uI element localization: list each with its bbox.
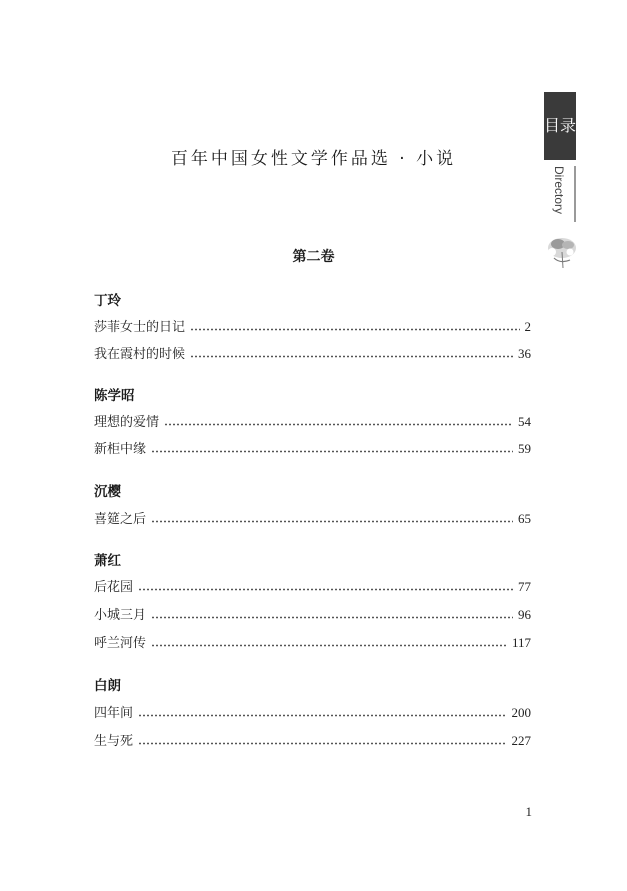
book-title: 百年中国女性文学作品选 · 小说 [170, 149, 457, 169]
toc-entry[interactable] [94, 604, 531, 624]
toc-entry-page: 117 [511, 635, 531, 650]
author-heading: 丁玲 [94, 293, 121, 309]
leader-dots [190, 348, 513, 358]
author-heading: 陈学昭 [94, 388, 135, 404]
toc-entry-page: 36 [518, 346, 531, 361]
toc-entry-page: 2 [524, 319, 531, 334]
toc-entry-title: 呼兰河传 [94, 636, 147, 651]
toc-entry[interactable] [94, 411, 531, 431]
leader-dots [151, 637, 507, 647]
leader-dots [190, 321, 519, 331]
toc-entry-title: 四年间 [94, 706, 134, 721]
toc-entry[interactable] [94, 508, 531, 528]
directory-english-label: Directory [544, 166, 576, 222]
toc-entry[interactable] [94, 702, 531, 722]
toc-entry[interactable] [94, 343, 531, 363]
toc-entry-title: 新柜中缘 [94, 442, 147, 457]
toc-entry-title: 莎菲女士的日记 [94, 320, 186, 335]
toc-entry-title: 生与死 [94, 734, 134, 749]
leader-dots [164, 416, 513, 426]
toc-entry[interactable] [94, 316, 531, 336]
leader-dots [138, 735, 506, 745]
toc-entry-page: 77 [518, 579, 531, 594]
toc-entry-page: 96 [518, 607, 531, 622]
toc-entry-page: 59 [518, 441, 531, 456]
author-heading: 白朗 [94, 678, 121, 694]
author-heading: 沉樱 [94, 484, 121, 500]
toc-entry-title: 喜筵之后 [94, 512, 147, 527]
leader-dots [138, 707, 506, 717]
page-number: 1 [525, 804, 532, 819]
toc-entry-page: 200 [511, 705, 531, 720]
toc-entry[interactable] [94, 632, 531, 652]
toc-entry-page: 65 [518, 511, 531, 526]
toc-entry-title: 我在霞村的时候 [94, 347, 186, 362]
toc-entry[interactable] [94, 730, 531, 750]
leader-dots [138, 581, 513, 591]
toc-entry-title: 小城三月 [94, 608, 147, 623]
volume-heading: 第二卷 [292, 249, 335, 265]
toc-entry-page: 227 [511, 733, 531, 748]
toc-entry-title: 理想的爱情 [94, 415, 160, 430]
toc-entry[interactable] [94, 576, 531, 596]
leader-dots [151, 443, 513, 453]
leader-dots [151, 609, 513, 619]
author-heading: 萧红 [94, 553, 121, 569]
directory-tab-label: 目录 [544, 116, 577, 135]
toc-entry[interactable] [94, 438, 531, 458]
toc-entry-page: 54 [518, 414, 531, 429]
leader-dots [151, 513, 513, 523]
toc-entry-title: 后花园 [94, 580, 134, 595]
